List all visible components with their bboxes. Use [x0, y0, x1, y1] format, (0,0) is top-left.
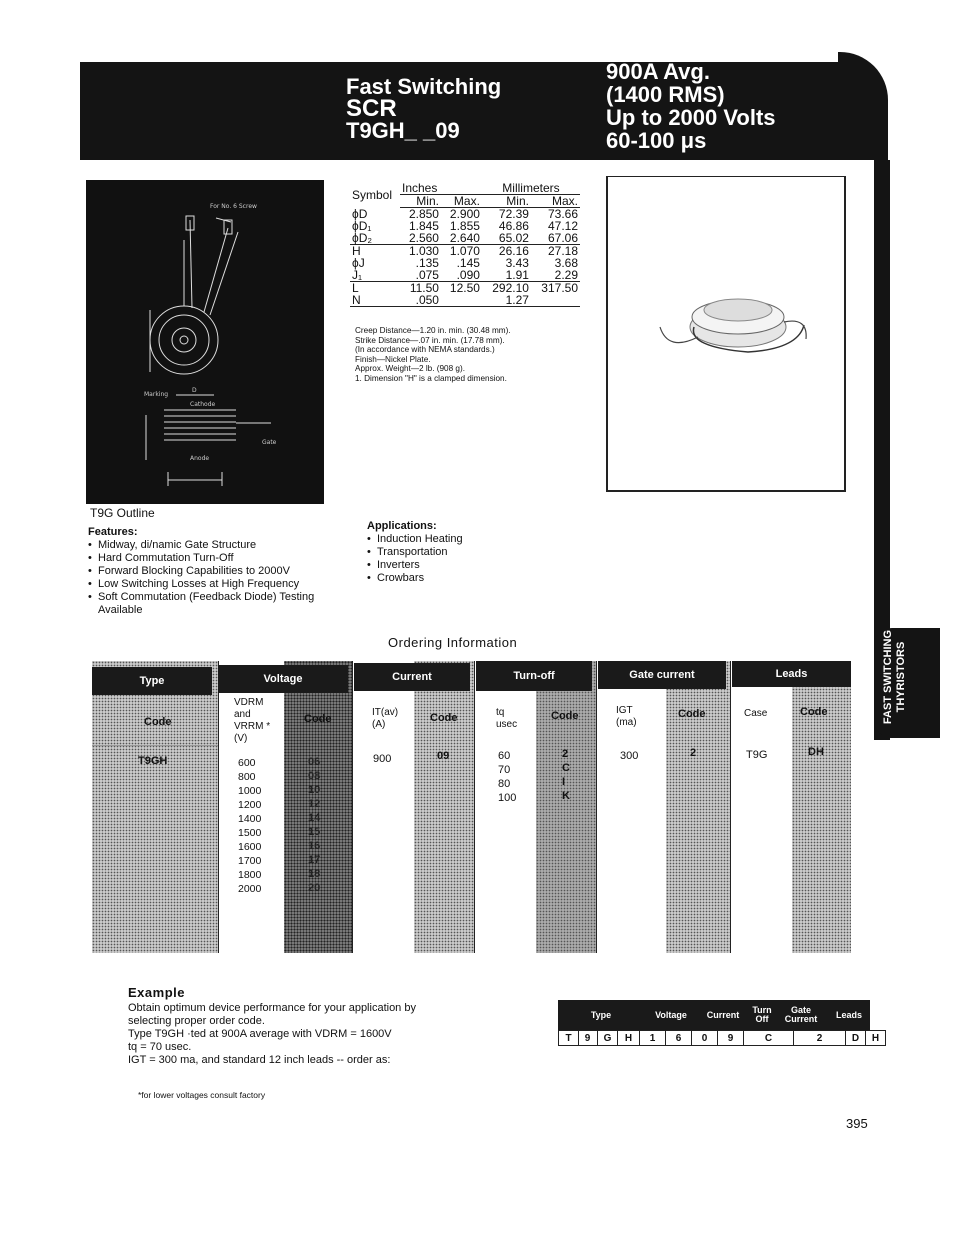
- rating-line-4: 60-100 μs: [606, 128, 707, 153]
- dimension-cell: 65.02: [482, 232, 531, 245]
- voltage-code: 18: [308, 868, 321, 880]
- example-code-cell: 9: [718, 1030, 744, 1046]
- example-code-cell: H: [866, 1030, 886, 1046]
- turnoff-code-label: Code: [551, 710, 579, 722]
- voltage-code: 17: [308, 854, 321, 866]
- dimension-note: (In accordance with NEMA standards.): [355, 345, 495, 355]
- voltage-value: 1200: [238, 799, 262, 811]
- voltage-label: VDRM and VRRM * (V): [234, 697, 271, 744]
- gate-code: 2: [690, 747, 697, 759]
- application-item: • Inverters: [367, 559, 567, 572]
- voltage-code: 12: [308, 798, 321, 810]
- dimension-cell: 1.070: [449, 244, 480, 258]
- example-header-type: Type: [590, 1009, 612, 1020]
- dimension-cell: 292.10: [492, 281, 529, 295]
- footnote: *for lower voltages consult factory: [138, 1090, 266, 1100]
- turnoff-codes: [562, 747, 570, 803]
- dimension-cell: .050: [400, 294, 441, 307]
- ordering-title: Ordering Information: [388, 635, 518, 650]
- dimension-cell: 1.91: [482, 269, 531, 282]
- turnoff-label: tq usec: [496, 707, 518, 730]
- example-order-code: [558, 1000, 880, 1046]
- rating-line-1: 900A Avg.: [606, 59, 710, 84]
- turnoff-value: 100: [498, 792, 517, 804]
- dimension-cell: 1.855: [449, 219, 480, 233]
- turnoff-code: K: [562, 790, 570, 802]
- section-tab-label: FAST SWITCHING THYRISTORS: [882, 629, 907, 725]
- title-line-2: SCR: [346, 95, 397, 122]
- dimension-cell: .145: [456, 256, 480, 270]
- example-code-cells: [558, 1030, 880, 1046]
- header-type: Type: [92, 667, 212, 695]
- header-voltage: Voltage: [218, 665, 348, 693]
- dimension-note: Creep Distance—1.20 in. min. (30.48 mm).: [355, 326, 511, 335]
- dimension-cell: 46.86: [498, 219, 529, 233]
- voltage-value: 2000: [238, 883, 262, 895]
- dimension-row: [350, 282, 580, 295]
- dimension-cell: 3.43: [505, 256, 529, 270]
- leads-label: Case: [744, 708, 768, 719]
- gate-values: [620, 749, 638, 763]
- voltage-values: [238, 756, 261, 896]
- scr-device-photo: [608, 177, 844, 491]
- leads-codes: [808, 746, 824, 759]
- gate-code-label: Code: [678, 708, 706, 720]
- example-header-voltage: Voltage: [655, 1009, 687, 1020]
- applications-label: Applications:: [367, 520, 437, 532]
- dimension-cell: ϕD: [352, 206, 368, 221]
- dimension-cell: .090: [441, 269, 482, 282]
- dimension-cell: 11.50: [409, 281, 439, 295]
- dimension-cell: ϕJ: [352, 256, 365, 270]
- dim-header-mm: Millimeters: [482, 182, 580, 195]
- product-title: [346, 76, 501, 142]
- dimension-cell: 2.850: [408, 207, 439, 221]
- label-cathode: Cathode: [190, 401, 216, 408]
- example-code-cell: 6: [666, 1030, 692, 1046]
- dimension-notes: [355, 326, 605, 384]
- header-current: Current: [354, 663, 470, 691]
- voltage-value: 800: [238, 771, 256, 783]
- current-code-column: [414, 661, 474, 953]
- voltage-code: 06: [308, 756, 321, 768]
- dimension-cell: 2.640: [441, 232, 482, 245]
- voltage-value: 1700: [238, 855, 262, 867]
- turnoff-code-column: [536, 661, 596, 953]
- application-item: • Transportation: [367, 546, 567, 559]
- dimension-cell: .075: [400, 269, 441, 282]
- type-code-column: [92, 661, 218, 953]
- example-code-cell: 9: [578, 1030, 598, 1046]
- example-line: selecting proper order code.: [128, 1015, 265, 1027]
- dimension-cell: 67.06: [531, 232, 580, 245]
- example-code-cell: 2: [794, 1030, 846, 1046]
- leads-code-label: Code: [800, 706, 828, 718]
- example-line: Obtain optimum device performance for your application by: [128, 1002, 416, 1014]
- example-code-cell: H: [618, 1030, 640, 1046]
- example-line: IGT = 300 ma, and standard 12 inch leads -- order as:: [128, 1054, 391, 1066]
- header-leads: Leads: [732, 661, 851, 687]
- voltage-code: 16: [308, 840, 321, 852]
- feature-item: • Low Switching Losses at High Frequency: [88, 578, 358, 591]
- rating-line-2: (1400 RMS): [606, 82, 725, 107]
- dim-header-symbol: Symbol: [352, 187, 393, 202]
- turnoff-values: [498, 749, 516, 805]
- example-header-gate: Gate Current: [784, 1005, 818, 1024]
- dimension-cell: 73.66: [547, 207, 578, 221]
- example-line: tq = 70 usec.: [128, 1041, 192, 1053]
- label-anode: Anode: [190, 455, 210, 462]
- voltage-value: 1600: [238, 841, 262, 853]
- ordering-table: [92, 661, 851, 953]
- voltage-value: 600: [238, 757, 256, 769]
- example-code-cell: T: [558, 1030, 579, 1046]
- current-value-column: [352, 661, 415, 953]
- dimension-cell: 317.50: [541, 281, 578, 295]
- applications-section: [367, 520, 567, 585]
- voltage-code: 15: [308, 826, 321, 838]
- dimension-cell: ϕD₂: [350, 232, 400, 245]
- outline-caption: T9G Outline: [90, 506, 155, 520]
- example-header-current: Current: [706, 1009, 740, 1020]
- feature-item: • Soft Commutation (Feedback Diode) Testing Available: [88, 591, 358, 617]
- dimension-cell: 1.030: [408, 244, 439, 258]
- applications-list: [367, 533, 567, 585]
- example-body: [128, 1002, 508, 1067]
- dimension-cell: 2.900: [449, 207, 480, 221]
- leads-code: DH: [808, 746, 824, 758]
- application-item: • Crowbars: [367, 572, 567, 585]
- product-photo-frame: [606, 176, 846, 492]
- dimension-cell: 1.845: [408, 219, 439, 233]
- application-item: • Induction Heating: [367, 533, 567, 546]
- dimension-cell: J₁: [350, 269, 400, 282]
- voltage-value: 1000: [238, 785, 262, 797]
- voltage-value: 1400: [238, 813, 262, 825]
- header-gate-current: Gate current: [598, 661, 726, 689]
- turnoff-value: 60: [498, 750, 511, 762]
- title-line-1: Fast Switching: [346, 74, 502, 99]
- example-code-cell: 0: [692, 1030, 718, 1046]
- voltage-value: 1500: [238, 827, 262, 839]
- dimension-cell: ϕD₁: [352, 219, 372, 233]
- dimension-note: Finish—Nickel Plate.: [355, 354, 431, 364]
- current-value: 900: [373, 753, 392, 765]
- turnoff-code: 2: [562, 748, 569, 760]
- example-header-leads: Leads: [835, 1009, 862, 1020]
- type-code-label: Code: [144, 716, 172, 728]
- dimension-cell: 27.18: [547, 244, 578, 258]
- dimension-cell: 47.12: [547, 219, 578, 233]
- title-line-3: T9GH_ _09: [346, 118, 460, 143]
- dimension-cell: 72.39: [498, 207, 529, 221]
- type-divider: [92, 745, 218, 746]
- outline-drawing: [86, 180, 324, 504]
- voltage-code: 20: [308, 882, 321, 894]
- dimension-note: Approx. Weight—2 lb. (908 g).: [355, 364, 465, 374]
- voltage-code-label: Code: [304, 713, 332, 725]
- example-title: Example: [128, 985, 185, 1000]
- voltage-code: 14: [308, 812, 321, 824]
- turnoff-code: I: [562, 776, 566, 788]
- header-tab-shape: [838, 52, 888, 160]
- example-code-cell: C: [744, 1030, 794, 1046]
- dimension-cell: L: [352, 281, 359, 295]
- outline-drawing-svg: [86, 180, 324, 504]
- feature-item: • Hard Commutation Turn-Off: [88, 552, 358, 565]
- turnoff-value-column: [474, 661, 537, 953]
- features-section: [88, 526, 358, 617]
- features-label: Features:: [88, 526, 138, 538]
- label-marking: Marking: [144, 391, 169, 398]
- turnoff-value: 80: [498, 778, 511, 790]
- header-turnoff: Turn-off: [476, 661, 592, 691]
- voltage-code: 10: [308, 784, 321, 796]
- features-list: [88, 539, 358, 617]
- gate-value: 300: [620, 750, 639, 762]
- leads-code-column: [792, 661, 851, 953]
- dimension-cell: .135: [415, 256, 439, 270]
- example-line: Type T9GH ·ted at 900A average with VDRM = 1600V: [128, 1028, 392, 1040]
- dimension-note: Strike Distance—.07 in. min. (17.78 mm).: [355, 335, 505, 345]
- current-label: IT(av) (A): [372, 707, 399, 730]
- label-screw: For No. 6 Screw: [210, 203, 257, 210]
- current-code-label: Code: [430, 712, 458, 724]
- dimension-cell: H: [352, 244, 361, 258]
- dimension-rows: [350, 208, 580, 307]
- leads-values: [746, 748, 767, 762]
- leads-value: T9G: [746, 749, 768, 761]
- feature-item: • Midway, di/namic Gate Structure: [88, 539, 358, 552]
- label-d: D: [192, 387, 197, 394]
- label-gate: Gate: [262, 439, 277, 446]
- dimension-cell: [441, 294, 482, 307]
- example-code-cell: 1: [640, 1030, 666, 1046]
- dimension-cell: 26.16: [498, 244, 529, 258]
- current-code: 09: [437, 750, 450, 762]
- leads-value-column: [730, 661, 793, 953]
- dimension-cell: 3.68: [554, 256, 578, 270]
- gate-label: IGT (ma): [616, 705, 637, 728]
- turnoff-code: C: [562, 762, 570, 774]
- example-code-cell: D: [846, 1030, 866, 1046]
- voltage-code: 08: [308, 770, 321, 782]
- page-number: 395: [846, 1116, 868, 1131]
- gate-code-column: [666, 661, 730, 953]
- dim-header-inches: Inches: [400, 182, 482, 195]
- dimension-cell: 2.29: [531, 269, 580, 282]
- dimension-cell: [531, 294, 580, 307]
- rating-line-3: Up to 2000 Volts: [606, 105, 776, 130]
- voltage-codes: [308, 755, 320, 895]
- dimension-row: [350, 294, 580, 307]
- feature-item: • Forward Blocking Capabilities to 2000V: [88, 565, 358, 578]
- dimension-cell: 2.560: [400, 232, 441, 245]
- type-value: T9GH: [138, 755, 168, 767]
- dimension-cell: N: [350, 294, 400, 307]
- dimensions-table: Symbol Inches Millimeters Min. Max. Min. Max. ϕD 2.850 2.900 72.39 73.66 ϕD₁ 1.845 1.855 46.86 47.12 ϕD₂ 2.560 2.640 65.02 67.06 H 1.030 1.070 26.16 27.18 ϕJ .135 .145 3.43 3.68 J₁ .075 .090 1.91 2.29 L 11.50 12.50 292.10 317.50 N .050 1.27: [352, 181, 578, 307]
- dimension-cell: 12.50: [449, 281, 480, 295]
- dimension-row: [350, 232, 580, 245]
- product-ratings: [606, 60, 776, 152]
- example-code-cell: G: [598, 1030, 618, 1046]
- turnoff-value: 70: [498, 764, 511, 776]
- current-codes: [437, 750, 449, 763]
- voltage-value: 1800: [238, 869, 262, 881]
- gate-codes: [690, 747, 696, 760]
- example-header-turnoff: Turn Off: [752, 1005, 772, 1024]
- current-values: [373, 752, 391, 766]
- dimension-row: [350, 269, 580, 282]
- dimension-cell: 1.27: [482, 294, 531, 307]
- dimension-note: 1. Dimension "H" is a clamped dimension.: [355, 373, 507, 383]
